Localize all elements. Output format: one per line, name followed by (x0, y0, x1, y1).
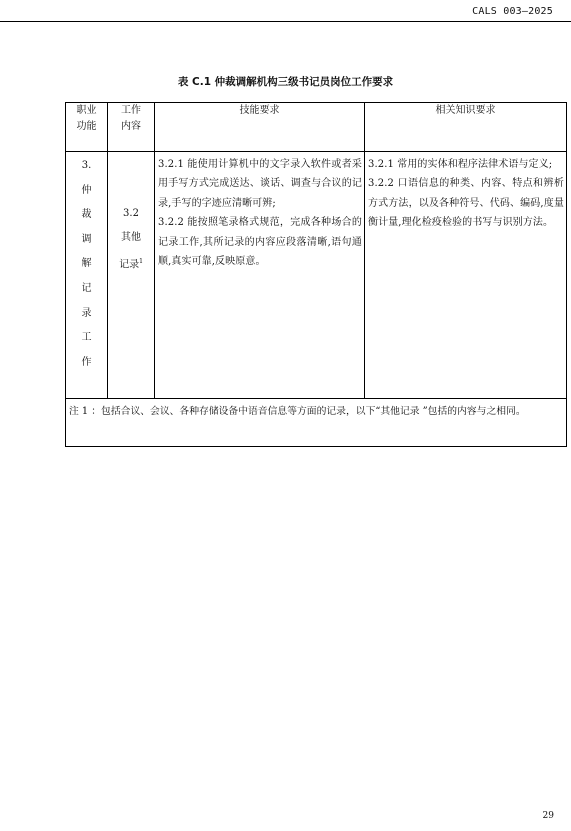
table-header-row (66, 103, 567, 152)
skills-cell (155, 152, 365, 399)
function-char: 录 (81, 307, 92, 319)
work-content-number: 3.2 (123, 208, 139, 219)
footnote-marker: 1 (139, 258, 143, 265)
work-content-line2: 其他 (121, 232, 141, 243)
header-content-line1: 工作 (121, 105, 141, 116)
function-cell (66, 152, 108, 399)
table-title: 表 C.1 仲裁调解机构三级书记员岗位工作要求 (177, 76, 394, 88)
function-char: 裁 (81, 209, 92, 221)
function-char: 调 (81, 233, 92, 245)
skill-item-1: 3.2.1 能使用计算机中的文字录入软件或者采用手写方式完成送达、谈话、调查与合议的记录,手写的字迹应清晰可辨; (158, 159, 362, 209)
header-skills: 技能要求 (155, 103, 365, 152)
knowledge-item-2: 3.2.2 口语信息的种类、内容、特点和辨析方式方法，以及各种符号、代码、编码,度量衡计量,理化检疫检验的书写与识别方法。 (368, 178, 564, 229)
skill-item-2: 3.2.2 能按照笔录格式规范，完成各种场合的记录工作,其所记录的内容应段落清晰,语句通顺,真实可靠,反映原意。 (158, 217, 362, 268)
page-number: 29 (542, 811, 554, 821)
note-row (66, 399, 567, 447)
work-content-cell (108, 152, 155, 399)
header-knowledge: 相关知识要求 (365, 103, 567, 152)
header-function (66, 103, 108, 152)
function-vertical-text (66, 152, 107, 375)
header-function-line1: 职业 (76, 105, 97, 116)
function-char: 记 (81, 282, 92, 294)
work-content-line3 (108, 250, 154, 277)
knowledge-item-1: 3.2.1 常用的实体和程序法律术语与定义; (368, 159, 553, 170)
requirements-table (65, 102, 567, 447)
document-code: CALS 003—2025 (472, 6, 553, 17)
knowledge-cell (365, 152, 567, 399)
header-content (108, 103, 155, 152)
function-char: 工 (81, 332, 92, 344)
table-note: 注 1 ：包括合议、会议、各种存储设备中语音信息等方面的记录，以下“其他记录 ”包括的内容与之相同。 (66, 399, 567, 447)
function-char: 解 (81, 258, 92, 270)
function-char: 仲 (81, 184, 92, 196)
work-content-label: 记录 (119, 259, 140, 271)
table-row (66, 152, 567, 399)
function-char: 作 (81, 356, 92, 368)
header-function-line2: 功能 (76, 121, 97, 132)
header-rule (0, 21, 571, 22)
header-content-line2: 内容 (121, 121, 141, 132)
function-char: 3. (81, 160, 92, 171)
